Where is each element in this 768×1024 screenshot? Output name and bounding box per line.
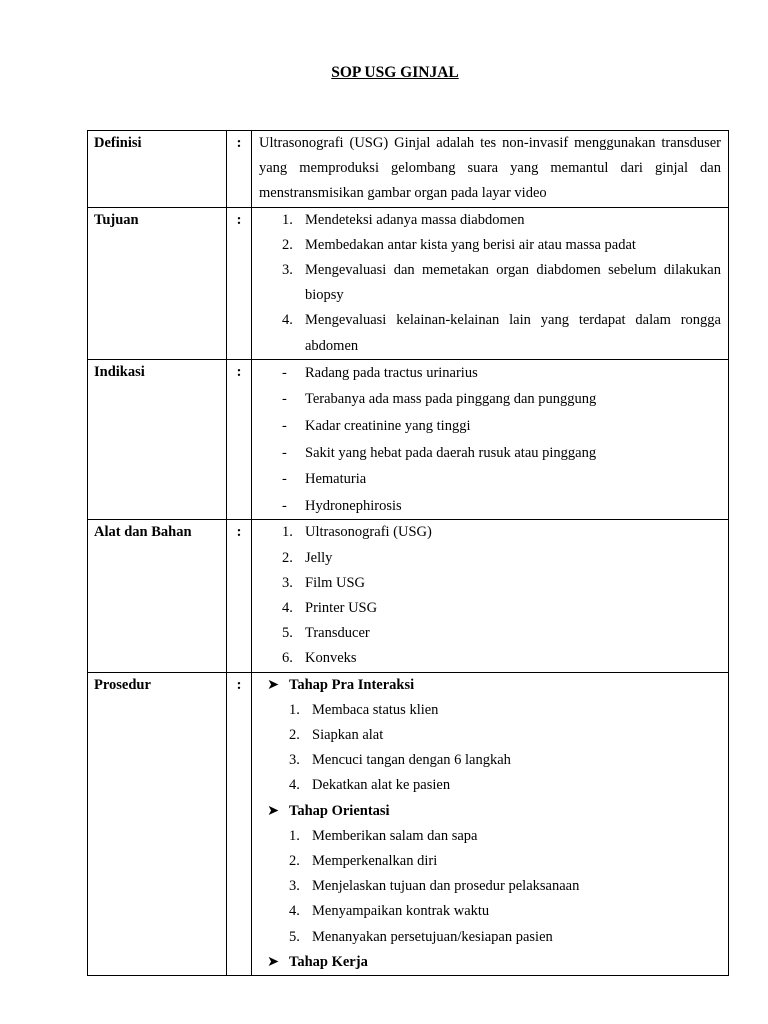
- item-number: 2.: [282, 236, 293, 253]
- list-item: [259, 925, 721, 950]
- item-text: Sakit yang hebat pada daerah rusuk atau pinggang: [305, 444, 597, 461]
- list-item: [259, 413, 721, 440]
- list-item: [259, 466, 721, 493]
- indikasi-list: [259, 360, 721, 520]
- list-item: [259, 723, 721, 748]
- list-item: [259, 596, 721, 621]
- dash-bullet: -: [282, 364, 287, 381]
- list-item: [259, 520, 721, 545]
- stage-steps: [259, 698, 721, 799]
- stage-heading: [259, 799, 721, 824]
- stage-heading: [259, 950, 721, 975]
- list-item: [259, 773, 721, 798]
- item-text: Menjelaskan tujuan dan prosedur pelaksanaan: [312, 878, 580, 895]
- item-text: Radang pada tractus urinarius: [305, 364, 478, 381]
- arrow-bullet-icon: ➤: [267, 802, 280, 819]
- item-number: 1.: [282, 524, 293, 541]
- stage-title: Tahap Orientasi: [289, 802, 390, 819]
- item-text: Membedakan antar kista yang berisi air atau massa padat: [305, 236, 636, 253]
- list-item: [259, 824, 721, 849]
- list-item: [259, 386, 721, 413]
- item-number: 1.: [289, 827, 300, 844]
- alat-list: [259, 520, 721, 671]
- item-number: 2.: [282, 549, 293, 566]
- item-text: Mengevaluasi dan memetakan organ diabdomen sebelum dilakukan biopsy: [305, 262, 721, 304]
- item-text: Jelly: [305, 549, 333, 566]
- arrow-bullet-icon: ➤: [267, 953, 280, 970]
- dash-bullet: -: [282, 471, 287, 488]
- item-number: 6.: [282, 650, 293, 667]
- row-definisi: [88, 131, 729, 208]
- colon: :: [236, 524, 242, 541]
- row-alat-bahan: [88, 520, 729, 672]
- item-text: Film USG: [305, 574, 366, 591]
- list-item: [259, 849, 721, 874]
- row-label: Alat dan Bahan: [94, 524, 192, 541]
- colon: :: [236, 676, 242, 693]
- colon: :: [236, 211, 242, 228]
- prosedur-content: [252, 673, 728, 975]
- item-number: 3.: [282, 262, 293, 279]
- list-item: [259, 208, 721, 233]
- item-number: 5.: [289, 928, 300, 945]
- item-text: Transducer: [305, 625, 370, 642]
- item-text: Memberikan salam dan sapa: [312, 827, 478, 844]
- item-text: Konveks: [305, 650, 357, 667]
- item-number: 2.: [289, 727, 300, 744]
- item-number: 4.: [282, 312, 293, 329]
- list-item: [259, 646, 721, 671]
- row-indikasi: [88, 359, 729, 520]
- definition-text: Ultrasonografi (USG) Ginjal adalah tes non-invasif menggunakan transduser yang memproduksi gelombang suara yang memantul dari ginjal dan menstransmisikan gambar organ pada layar video: [259, 135, 721, 202]
- dash-bullet: -: [282, 497, 287, 514]
- row-prosedur: [88, 672, 729, 975]
- row-label: Indikasi: [94, 363, 145, 380]
- dash-bullet: -: [282, 391, 287, 408]
- stage-steps: [259, 824, 721, 950]
- list-item: [259, 874, 721, 899]
- list-item: [259, 308, 721, 358]
- list-item: [259, 546, 721, 571]
- item-number: 3.: [289, 752, 300, 769]
- item-text: Mendeteksi adanya massa diabdomen: [305, 211, 525, 228]
- item-text: Hydronephirosis: [305, 497, 402, 514]
- item-text: Memperkenalkan diri: [312, 853, 438, 870]
- list-item: [259, 571, 721, 596]
- list-item: [259, 899, 721, 924]
- item-text: Menanyakan persetujuan/kesiapan pasien: [312, 928, 553, 945]
- item-text: Membaca status klien: [312, 701, 439, 718]
- item-number: 1.: [289, 701, 300, 718]
- item-text: Printer USG: [305, 600, 378, 616]
- row-label: Definisi: [94, 135, 142, 151]
- list-item: [259, 748, 721, 773]
- item-text: Terabanya ada mass pada pinggang dan punggung: [305, 391, 597, 408]
- item-text: Ultrasonografi (USG): [305, 524, 432, 541]
- item-number: 2.: [289, 853, 300, 870]
- item-text: Mengevaluasi kelainan-kelainan lain yang terdapat dalam rongga abdomen: [305, 312, 721, 354]
- list-item: [259, 360, 721, 387]
- item-number: 5.: [282, 625, 293, 642]
- colon: :: [236, 135, 242, 151]
- list-item: [259, 698, 721, 723]
- item-text: Dekatkan alat ke pasien: [312, 777, 451, 794]
- row-label: Prosedur: [94, 676, 151, 693]
- item-text: Hematuria: [305, 471, 367, 488]
- item-number: 4.: [282, 600, 293, 616]
- list-item: [259, 621, 721, 646]
- item-number: 4.: [289, 903, 300, 920]
- list-item: [259, 493, 721, 520]
- item-text: Menyampaikan kontrak waktu: [312, 903, 490, 920]
- item-text: Siapkan alat: [312, 727, 384, 744]
- row-label: Tujuan: [94, 211, 139, 228]
- tujuan-list: [259, 208, 721, 359]
- item-number: 1.: [282, 211, 293, 228]
- stage-title: Tahap Kerja: [289, 953, 368, 970]
- list-item: [259, 233, 721, 258]
- list-item: [259, 440, 721, 467]
- arrow-bullet-icon: ➤: [267, 676, 280, 693]
- list-item: [259, 258, 721, 308]
- colon: :: [236, 363, 242, 380]
- item-text: Kadar creatinine yang tinggi: [305, 418, 471, 435]
- item-number: 3.: [282, 574, 293, 591]
- sop-table: [87, 130, 729, 976]
- stage-heading: [259, 673, 721, 698]
- dash-bullet: -: [282, 444, 287, 461]
- item-number: 3.: [289, 878, 300, 895]
- document-title: SOP USG GINJAL: [331, 64, 459, 81]
- item-number: 4.: [289, 777, 300, 794]
- row-tujuan: [88, 207, 729, 359]
- stage-title: Tahap Pra Interaksi: [289, 676, 415, 693]
- dash-bullet: -: [282, 418, 287, 435]
- item-text: Mencuci tangan dengan 6 langkah: [312, 752, 511, 769]
